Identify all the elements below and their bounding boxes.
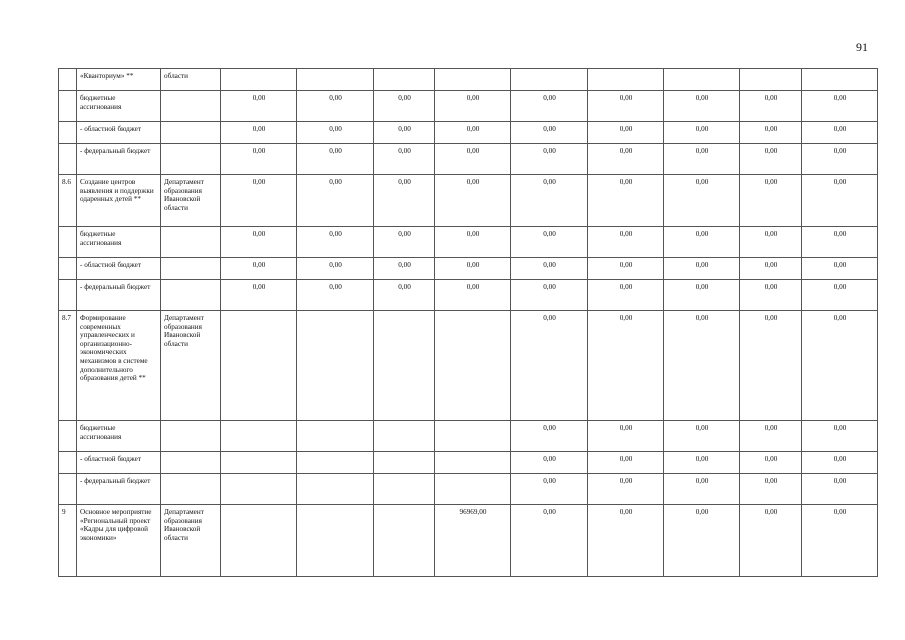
value-cell: 0,00 xyxy=(511,421,588,452)
value-cell xyxy=(221,474,297,505)
table-row xyxy=(59,122,878,144)
value-cell: 0,00 xyxy=(802,474,878,505)
value-cell: 0,00 xyxy=(664,474,740,505)
value-cell xyxy=(221,311,297,421)
table-row xyxy=(59,505,878,577)
value-cell: 0,00 xyxy=(435,91,511,122)
value-cell: 0,00 xyxy=(221,91,297,122)
value-cell: 0,00 xyxy=(802,175,878,227)
value-cell: 0,00 xyxy=(511,452,588,474)
row-number xyxy=(59,69,77,91)
row-number xyxy=(59,280,77,311)
activity-name: - федеральный бюджет xyxy=(77,280,161,311)
row-number xyxy=(59,122,77,144)
responsible-body xyxy=(161,452,221,474)
value-cell: 0,00 xyxy=(297,144,374,175)
value-cell: 0,00 xyxy=(802,421,878,452)
responsible-body xyxy=(161,474,221,505)
value-cell: 0,00 xyxy=(588,175,664,227)
value-cell: 0,00 xyxy=(221,122,297,144)
value-cell: 0,00 xyxy=(588,452,664,474)
value-cell: 0,00 xyxy=(511,227,588,258)
table-row xyxy=(59,452,878,474)
value-cell xyxy=(435,69,511,91)
activity-name: - областной бюджет xyxy=(77,258,161,280)
value-cell xyxy=(297,505,374,577)
responsible-body xyxy=(161,421,221,452)
value-cell: 0,00 xyxy=(740,258,802,280)
value-cell: 0,00 xyxy=(511,474,588,505)
value-cell: 0,00 xyxy=(664,452,740,474)
value-cell: 0,00 xyxy=(664,311,740,421)
value-cell: 0,00 xyxy=(664,505,740,577)
value-cell: 0,00 xyxy=(374,122,435,144)
value-cell: 0,00 xyxy=(740,452,802,474)
value-cell: 0,00 xyxy=(802,280,878,311)
value-cell: 0,00 xyxy=(511,280,588,311)
value-cell: 0,00 xyxy=(664,91,740,122)
value-cell xyxy=(221,505,297,577)
value-cell: 0,00 xyxy=(740,227,802,258)
activity-name: бюджетные ассигнования xyxy=(77,227,161,258)
responsible-body xyxy=(161,144,221,175)
value-cell: 0,00 xyxy=(511,175,588,227)
responsible-body xyxy=(161,227,221,258)
value-cell: 0,00 xyxy=(435,280,511,311)
value-cell xyxy=(221,69,297,91)
value-cell: 0,00 xyxy=(511,91,588,122)
value-cell xyxy=(221,421,297,452)
row-number: 8.6 xyxy=(59,175,77,227)
value-cell: 0,00 xyxy=(802,505,878,577)
value-cell: 0,00 xyxy=(740,280,802,311)
value-cell: 0,00 xyxy=(221,280,297,311)
table-row xyxy=(59,421,878,452)
value-cell: 0,00 xyxy=(511,505,588,577)
value-cell xyxy=(802,69,878,91)
value-cell xyxy=(297,452,374,474)
value-cell xyxy=(297,311,374,421)
value-cell xyxy=(374,311,435,421)
row-number xyxy=(59,144,77,175)
value-cell: 0,00 xyxy=(664,280,740,311)
value-cell: 0,00 xyxy=(588,91,664,122)
activity-name: Создание центров выявления и поддержки одаренных детей ** xyxy=(77,175,161,227)
value-cell xyxy=(374,474,435,505)
value-cell: 0,00 xyxy=(374,91,435,122)
value-cell: 0,00 xyxy=(740,175,802,227)
row-number: 8.7 xyxy=(59,311,77,421)
value-cell: 0,00 xyxy=(588,122,664,144)
page-number: 91 xyxy=(856,40,868,54)
activity-name: Основное мероприятие «Региональный проект «Кадры для цифровой экономики» xyxy=(77,505,161,577)
responsible-body xyxy=(161,91,221,122)
row-number xyxy=(59,227,77,258)
value-cell xyxy=(435,452,511,474)
value-cell: 0,00 xyxy=(297,175,374,227)
value-cell xyxy=(297,421,374,452)
value-cell: 0,00 xyxy=(588,280,664,311)
value-cell: 0,00 xyxy=(511,122,588,144)
value-cell xyxy=(297,474,374,505)
table-row xyxy=(59,280,878,311)
value-cell: 0,00 xyxy=(374,280,435,311)
value-cell: 0,00 xyxy=(374,175,435,227)
value-cell: 0,00 xyxy=(740,311,802,421)
row-number xyxy=(59,452,77,474)
table-row xyxy=(59,474,878,505)
responsible-body: Департамент образования Ивановской области xyxy=(161,311,221,421)
value-cell: 0,00 xyxy=(664,421,740,452)
value-cell: 0,00 xyxy=(588,474,664,505)
responsible-body xyxy=(161,258,221,280)
budget-table xyxy=(58,68,878,577)
value-cell xyxy=(374,452,435,474)
value-cell: 0,00 xyxy=(740,505,802,577)
value-cell: 0,00 xyxy=(664,122,740,144)
value-cell: 0,00 xyxy=(802,227,878,258)
value-cell: 0,00 xyxy=(221,227,297,258)
value-cell: 0,00 xyxy=(588,421,664,452)
responsible-body: Департамент образования Ивановской области xyxy=(161,505,221,577)
value-cell: 0,00 xyxy=(802,122,878,144)
value-cell: 0,00 xyxy=(435,122,511,144)
value-cell: 0,00 xyxy=(664,175,740,227)
value-cell xyxy=(588,69,664,91)
value-cell: 0,00 xyxy=(297,227,374,258)
table-row xyxy=(59,227,878,258)
value-cell: 0,00 xyxy=(740,91,802,122)
responsible-body xyxy=(161,122,221,144)
value-cell: 0,00 xyxy=(374,227,435,258)
value-cell: 0,00 xyxy=(664,258,740,280)
activity-name: Формирование современных управленческих и организационно-экономических механизмов в системе дополнительного образования детей ** xyxy=(77,311,161,421)
table-row xyxy=(59,144,878,175)
value-cell: 0,00 xyxy=(588,227,664,258)
value-cell: 0,00 xyxy=(511,144,588,175)
value-cell: 0,00 xyxy=(588,258,664,280)
value-cell: 0,00 xyxy=(435,227,511,258)
value-cell xyxy=(435,311,511,421)
value-cell: 0,00 xyxy=(664,227,740,258)
responsible-body xyxy=(161,280,221,311)
responsible-body: области xyxy=(161,69,221,91)
value-cell: 0,00 xyxy=(297,122,374,144)
value-cell: 0,00 xyxy=(740,144,802,175)
value-cell: 0,00 xyxy=(588,505,664,577)
value-cell: 0,00 xyxy=(802,91,878,122)
activity-name: - федеральный бюджет xyxy=(77,474,161,505)
value-cell: 0,00 xyxy=(802,144,878,175)
value-cell: 0,00 xyxy=(588,311,664,421)
value-cell: 0,00 xyxy=(511,258,588,280)
value-cell: 0,00 xyxy=(588,144,664,175)
table-row xyxy=(59,311,878,421)
value-cell xyxy=(435,421,511,452)
value-cell: 0,00 xyxy=(297,258,374,280)
value-cell: 0,00 xyxy=(221,175,297,227)
activity-name: - областной бюджет xyxy=(77,452,161,474)
value-cell xyxy=(511,69,588,91)
value-cell: 0,00 xyxy=(374,144,435,175)
value-cell xyxy=(374,421,435,452)
value-cell: 0,00 xyxy=(664,144,740,175)
row-number xyxy=(59,91,77,122)
value-cell: 0,00 xyxy=(435,258,511,280)
value-cell: 0,00 xyxy=(435,175,511,227)
value-cell: 0,00 xyxy=(511,311,588,421)
table-row xyxy=(59,91,878,122)
row-number xyxy=(59,421,77,452)
value-cell: 0,00 xyxy=(374,258,435,280)
activity-name: «Кванториум» ** xyxy=(77,69,161,91)
activity-name: бюджетные ассигнования xyxy=(77,421,161,452)
row-number xyxy=(59,258,77,280)
value-cell: 0,00 xyxy=(221,258,297,280)
row-number: 9 xyxy=(59,505,77,577)
value-cell: 0,00 xyxy=(802,311,878,421)
value-cell: 0,00 xyxy=(297,91,374,122)
value-cell xyxy=(435,474,511,505)
table-row xyxy=(59,175,878,227)
row-number xyxy=(59,474,77,505)
value-cell: 0,00 xyxy=(802,258,878,280)
value-cell: 0,00 xyxy=(740,122,802,144)
activity-name: - областной бюджет xyxy=(77,122,161,144)
value-cell xyxy=(664,69,740,91)
activity-name: бюджетные ассигнования xyxy=(77,91,161,122)
value-cell: 0,00 xyxy=(297,280,374,311)
value-cell xyxy=(221,452,297,474)
value-cell: 96969,00 xyxy=(435,505,511,577)
value-cell xyxy=(740,69,802,91)
value-cell: 0,00 xyxy=(802,452,878,474)
value-cell xyxy=(297,69,374,91)
value-cell: 0,00 xyxy=(740,421,802,452)
value-cell xyxy=(374,505,435,577)
responsible-body: Департамент образования Ивановской области xyxy=(161,175,221,227)
value-cell xyxy=(374,69,435,91)
value-cell: 0,00 xyxy=(221,144,297,175)
value-cell: 0,00 xyxy=(435,144,511,175)
table-row xyxy=(59,69,878,91)
value-cell: 0,00 xyxy=(740,474,802,505)
table-row xyxy=(59,258,878,280)
activity-name: - федеральный бюджет xyxy=(77,144,161,175)
